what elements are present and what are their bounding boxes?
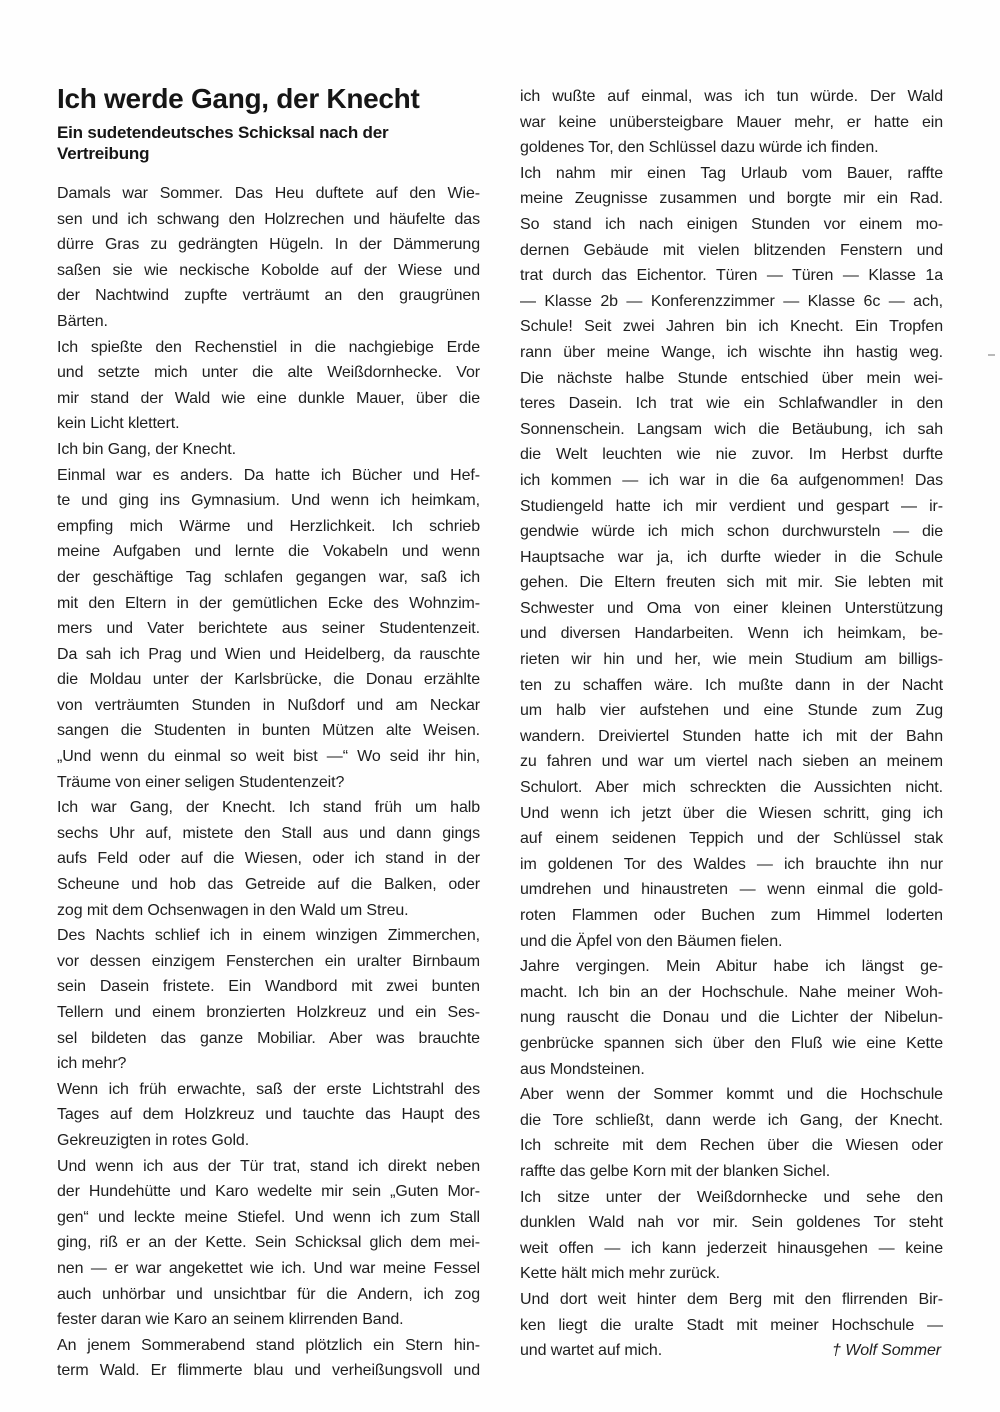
text-line: vor dessen einzigem Fensterchen ein uralter Birnbaum [57, 952, 480, 970]
text-line: um halb vier aufstehen und eine Stunde zum Zug [520, 702, 943, 720]
article-title: Ich werde Gang, der Knecht [57, 83, 420, 114]
text-line: Wenn ich früh erwachte, saß der erste Lichtstrahl des [57, 1080, 480, 1098]
text-line: Ich nahm mir einen Tag Urlaub vom Bauer, raffte [520, 164, 943, 182]
scan-artifact-mark [988, 354, 995, 356]
text-line: zog mit dem Ochsenwagen in den Wald um Streu. [57, 901, 409, 919]
text-line: Da sah ich Prag und Wien und Heidelberg, da rauschte [57, 645, 480, 663]
text-line: Scheune und hob das Getreide auf die Balken, oder [57, 876, 480, 894]
text-line: Schule! Seit zwei Jahren bin ich Knecht. Ein Tropfen [520, 318, 943, 336]
text-line: sel bildeten das ganze Mobiliar. Aber was brauchte [57, 1029, 480, 1047]
text-line: und die Äpfel von den Bäumen fielen. [520, 932, 783, 950]
text-line: term Wald. Er flimmerte blau und verheißungsvoll und [57, 1362, 480, 1380]
text-line: Sonnenschein. Langsam wich die Betäubung, ich sah [520, 420, 943, 438]
text-line: der Hundehütte und Karo wedelte mir sein „Guten Mor- [57, 1183, 480, 1201]
text-line: wandern. Dreiviertel Stunden hatte ich mit der Bahn [520, 727, 943, 745]
text-line: dunklen Wald nah vor mir. Sein goldenes Tor steht [520, 1214, 943, 1232]
text-line: von verträumten Stunden in Nußdorf und am Neckar [57, 696, 480, 714]
left-column [57, 84, 480, 1384]
text-line: dernen Gebäude mit vielen blitzenden Fenstern und [520, 241, 943, 259]
text-line: saßen sie wie neckische Kobolde auf der Wiese und [57, 261, 480, 279]
text-line: dürre Gras zu gedrängten Hügeln. In der Dämmerung [57, 236, 480, 254]
text-line: gehen. Die Eltern freuten sich mit mir. Sie lebten mit [520, 574, 943, 592]
text-line: Studiengeld hatte ich mir verdient und gespart — ir- [520, 497, 943, 515]
text-line: kein Licht klettert. [57, 415, 180, 433]
text-line: war keine unübersteigbare Mauer mehr, er hatte ein [520, 113, 943, 131]
text-line: meine Aufgaben und lernte die Vokabeln und wenn [57, 543, 480, 561]
text-line: weit offen — ich kann jederzeit hinausgehen — keine [520, 1239, 943, 1257]
text-line: Damals war Sommer. Das Heu duftete auf den Wie- [57, 185, 480, 202]
text-line: Bärten. [57, 312, 108, 330]
text-line: ich wußte auf einmal, was ich tun würde. Der Wald [520, 88, 943, 105]
text-line: teres Dasein. Ich trat wie ein Schlafwandler in den [520, 395, 943, 413]
text-line: die Tore schließt, dann werde ich Gang, der Knecht. [520, 1111, 943, 1129]
right-column [520, 84, 943, 1384]
text-line: Und dort weit hinter dem Berg mit den flirrenden Bir- [520, 1290, 943, 1308]
text-line: trat durch das Eichentor. Türen — Türen — Klasse 1a [520, 267, 943, 285]
text-line: genbrücke spannen sich über den Fluß wie eine Kette [520, 1034, 943, 1052]
text-line: nung rauscht die Donau und die Lichter der Nibelun- [520, 1009, 943, 1027]
text-line: auch unhörbar und unsichtbar für die Andern, ich zog [57, 1285, 480, 1303]
text-line: aus Mondsteinen. [520, 1060, 645, 1078]
text-line: ken liegt die uralte Stadt mit meiner Hochschule — [520, 1316, 943, 1334]
text-line: die Moldau unter der Karlsbrücke, die Donau erzählte [57, 671, 480, 689]
text-line: Ich sitze unter der Weißdornhecke und sehe den [520, 1188, 943, 1206]
text-line: Einmal war es anders. Da hatte ich Bücher und Hef- [57, 466, 480, 484]
text-line: mers und Vater berichtete aus seiner Studentenzeit. [57, 620, 480, 638]
text-line: raffte das gelbe Korn mit der blanken Sichel. [520, 1162, 831, 1180]
text-line: nen — er war angekettet wie ich. Und war meine Fessel [57, 1259, 480, 1277]
text-line: — Klasse 2b — Konferenzzimmer — Klasse 6c — ach, [520, 292, 943, 310]
text-line: Hauptsache war ja, ich durfte wieder in die Schule [520, 548, 943, 566]
text-line: Und wenn ich aus der Tür trat, stand ich direkt neben [57, 1157, 480, 1175]
text-line: Des Nachts schlief ich in einem winzigen Zimmerchen, [57, 927, 480, 945]
text-line: sechs Uhr auf, mistete den Stall aus und dann gings [57, 824, 480, 842]
right-column-text [520, 84, 943, 1364]
text-line: Und wenn ich jetzt über die Wiesen schritt, ging ich [520, 804, 943, 822]
text-line: „Und wenn du einmal so weit bist —“ Wo seid ihr hin, [57, 748, 480, 766]
text-line: und diversen Handarbeiten. Wenn ich heimkam, be- [520, 625, 943, 643]
text-line: der geschäftige Tag schlafen gegangen war, saß ich [57, 568, 480, 586]
text-line [520, 1338, 943, 1364]
text-line: So stand ich nach einigen Stunden vor einem mo- [520, 215, 943, 233]
text-line: Schulort. Aber mich schreckten die Aussichten nicht. [520, 779, 943, 797]
text-line: Jahre vergingen. Mein Abitur habe ich längst ge- [520, 958, 943, 976]
text-line: Kette hält mich mehr zurück. [520, 1265, 720, 1283]
text-line: Ich schreite mit dem Rechen über die Wiesen oder [520, 1137, 943, 1155]
text-line: die Welt leuchten wie nie zuvor. Im Herbst durfte [520, 446, 943, 464]
text-line: und setzte mich unter die alte Weißdornhecke. Vor [57, 364, 480, 382]
text-line: mit den Eltern in der gemütlichen Ecke des Wohnzim- [57, 594, 480, 612]
text-line: Aber wenn der Sommer kommt und die Hochschule [520, 1086, 943, 1104]
text-line: im goldenen Tor des Waldes — ich brauchte ihn nur [520, 855, 943, 873]
text-line: Schwester und Oma von einer kleinen Unterstützung [520, 599, 943, 617]
text-line: gendwie würde ich mich schon durchwursteln — die [520, 523, 943, 541]
closing-text: und wartet auf mich. [520, 1342, 663, 1360]
text-line: Gekreuzigten in rotes Gold. [57, 1131, 250, 1149]
text-line: rieten wir hin und her, wie mein Studium am billigs- [520, 651, 943, 669]
text-line: te und ging ins Gymnasium. Und wenn ich heimkam, [57, 492, 480, 510]
text-line: sein Dasein fristete. Ein Wandbord mit zwei bunten [57, 978, 480, 996]
text-line: ich kommen — ich war in die 6a aufgenommen! Das [520, 471, 943, 489]
text-line: Ich bin Gang, der Knecht. [57, 440, 236, 458]
text-line: roten Flammen oder Buchen zum Himmel loderten [520, 907, 943, 924]
text-line: sangen die Studenten in bunten Mützen alte Weisen. [57, 722, 480, 740]
two-column-layout [57, 83, 943, 1384]
text-line: ten zu schaffen wäre. Ich mußte dann in der Nacht [520, 676, 943, 694]
text-line: auf einem seidenen Teppich und der Schlüssel stak [520, 830, 943, 848]
text-line: Ich spießte den Rechenstiel in die nachgiebige Erde [57, 338, 480, 356]
text-line: Tellern und einem bronzierten Holzkreuz und ein Ses- [57, 1004, 480, 1021]
text-line: An jenem Sommerabend stand plötzlich ein Stern hin- [57, 1336, 480, 1354]
text-line: der Nachtwind zupfte verträumt an den graugrünen [57, 287, 480, 305]
text-line: gen“ und leckte meine Stiefel. Und wenn ich zum Stall [57, 1208, 480, 1226]
text-line: umdrehen und hinaustreten — wenn einmal die gold- [520, 881, 943, 899]
text-line: aufs Feld oder auf die Wiesen, oder ich stand in der [57, 850, 480, 868]
text-line: goldenes Tor, den Schlüssel dazu würde ich finden. [520, 139, 879, 157]
left-column-text [57, 181, 480, 1384]
text-line: Ich war Gang, der Knecht. Ich stand früh um halb [57, 799, 480, 817]
text-line: empfing mich Wärme und Herzlichkeit. Ich schrieb [57, 517, 480, 535]
text-line: sen und ich schwang den Holzrechen und häufelte das [57, 210, 480, 228]
article-subtitle: Ein sudetendeutsches Schicksal nach der Vertreibung [57, 123, 389, 163]
text-line: Die nächste halbe Stunde entschied über mein wei- [520, 369, 943, 387]
text-line: zu fahren und war um viertel nach sieben an meinem [520, 753, 943, 771]
text-line: fester daran wie Karo an seinem klirrenden Band. [57, 1311, 404, 1329]
text-line: Träume von einer seligen Studentenzeit? [57, 773, 345, 791]
text-line: ich mehr? [57, 1055, 127, 1073]
text-line: rann über meine Wange, ich wischte ihn hastig weg. [520, 343, 943, 361]
text-line: meine Zeugnisse zusammen und borgte mir ein Rad. [520, 190, 943, 208]
text-line: macht. Ich bin an der Hochschule. Nahe meiner Woh- [520, 983, 943, 1001]
author-signature: † Wolf Sommer [832, 1342, 941, 1360]
text-line: mir stand der Wald wie eine dunkle Mauer, über die [57, 389, 480, 407]
text-line: ging, riß er an der Kette. Sein Schicksal glich dem mei- [57, 1234, 480, 1252]
text-line: Tages auf dem Holzkreuz und tauchte das Haupt des [57, 1106, 480, 1124]
